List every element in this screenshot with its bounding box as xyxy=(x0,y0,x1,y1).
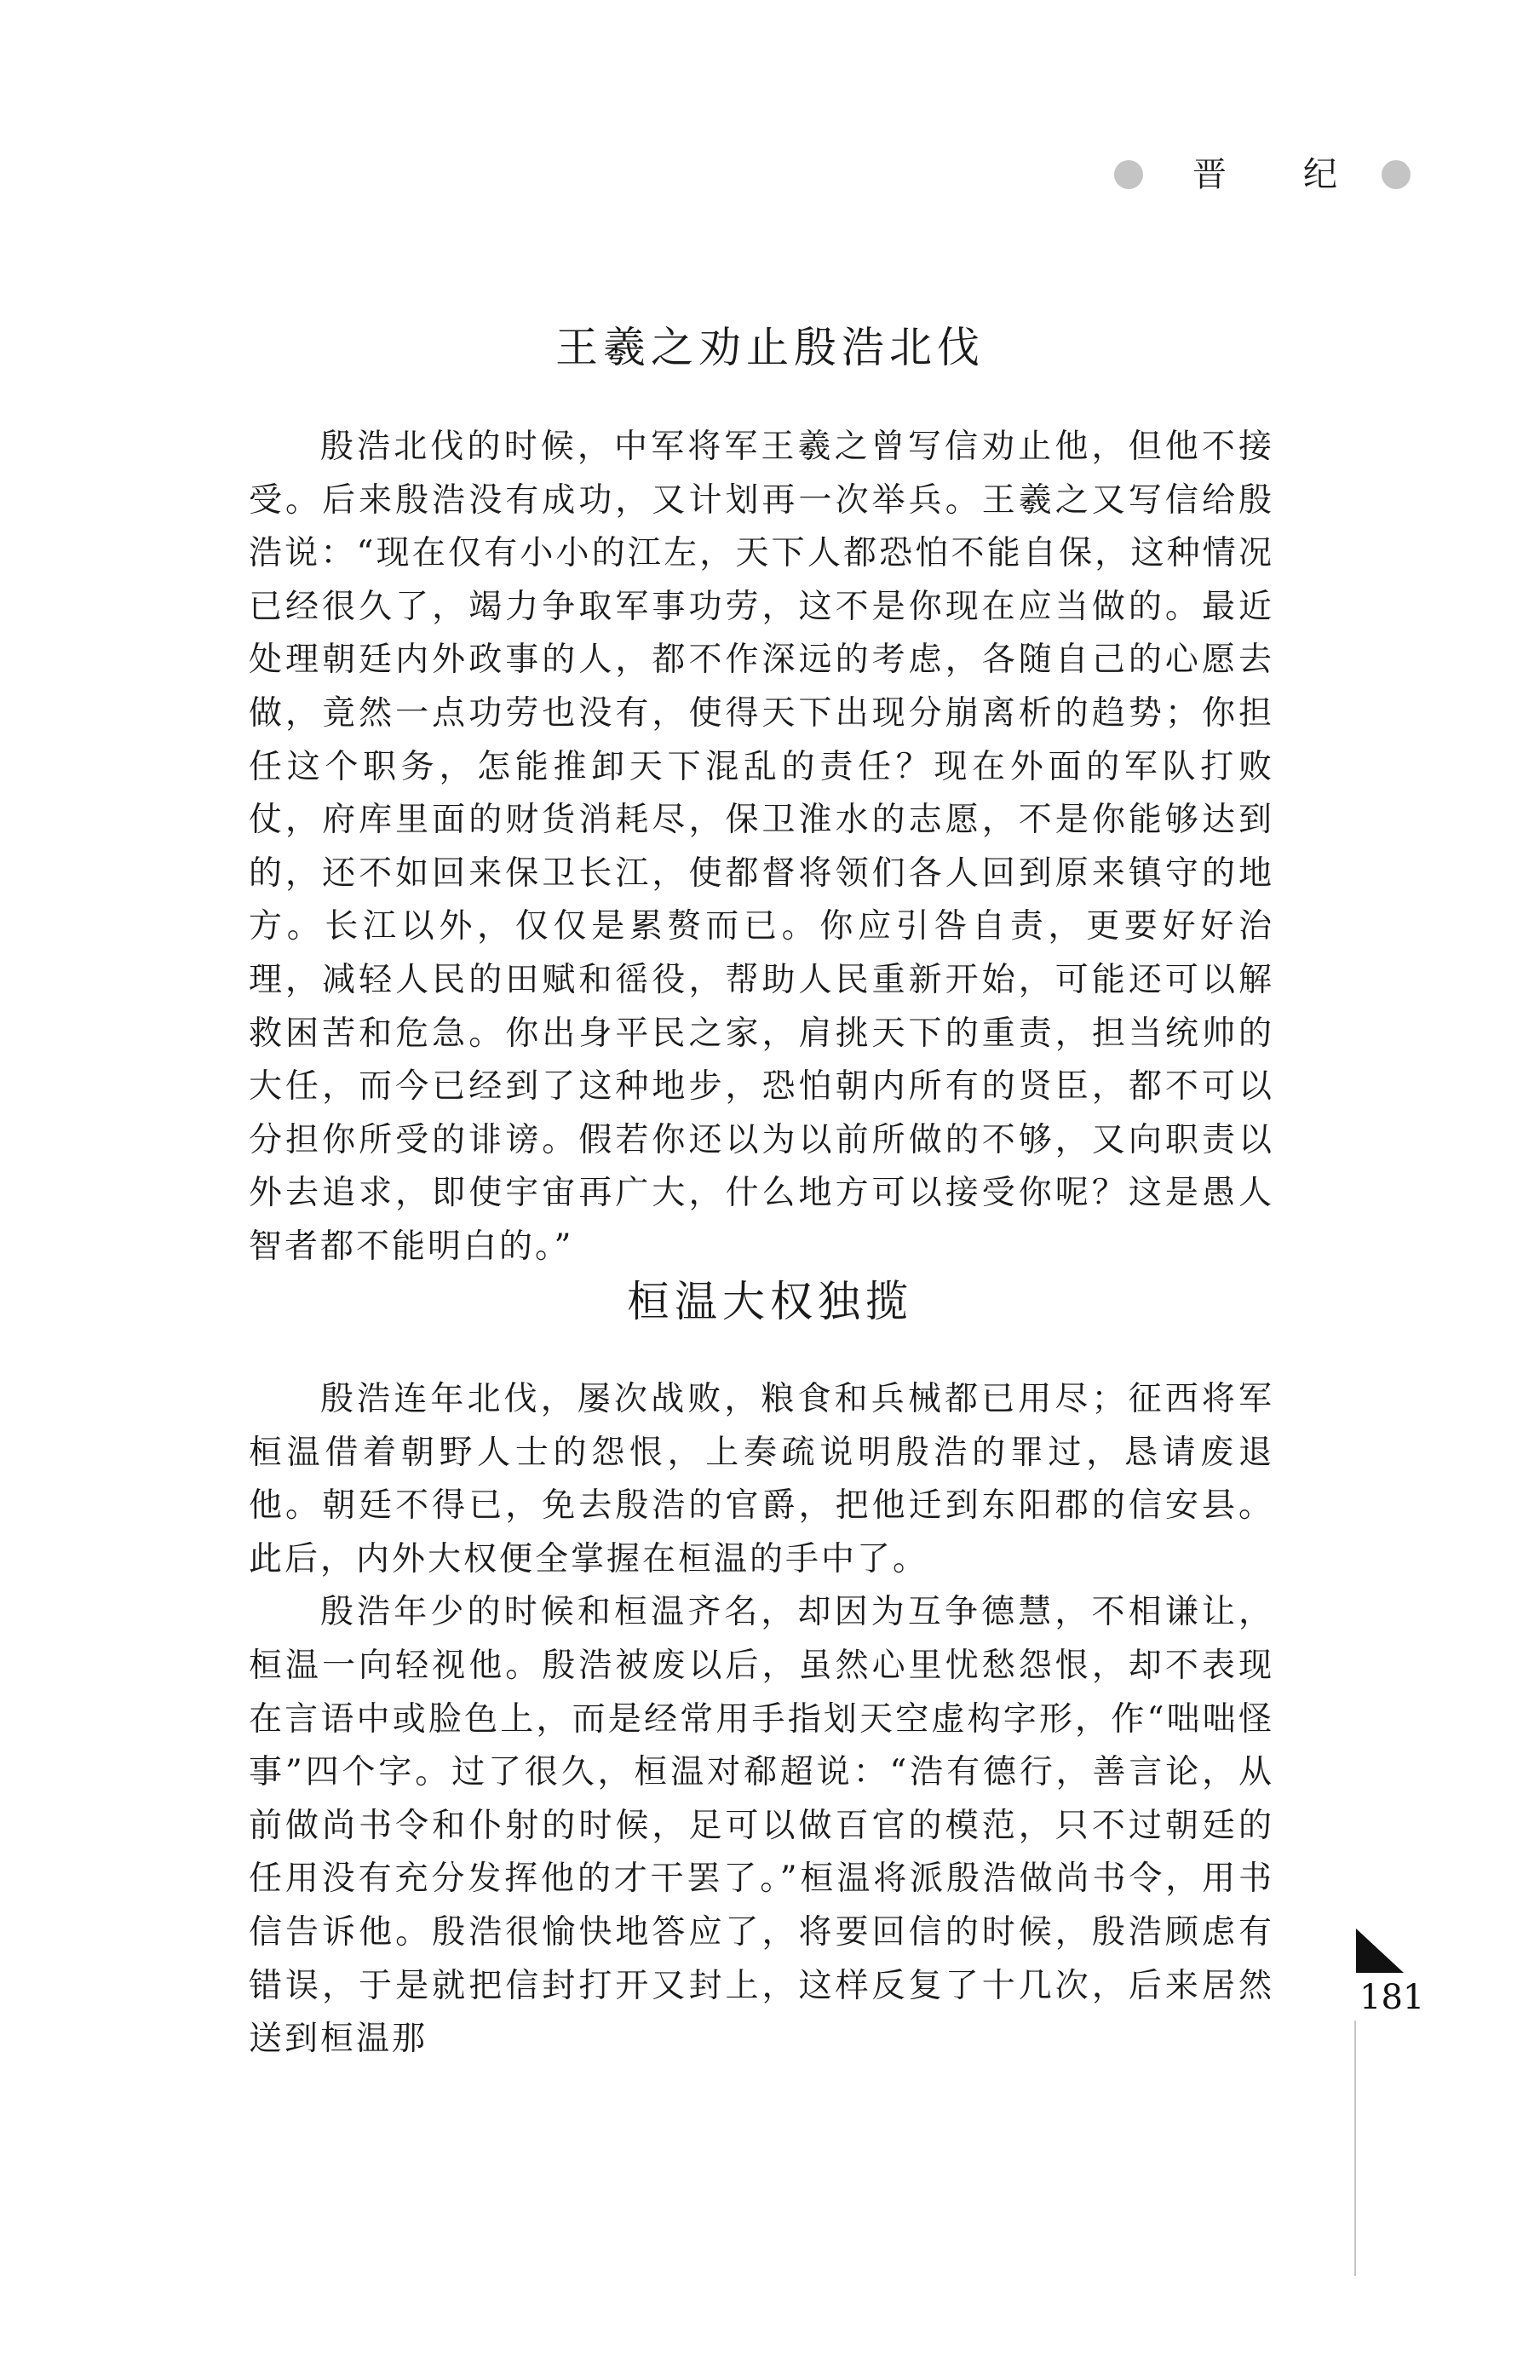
header-char-1: 晋 xyxy=(1192,155,1227,194)
section-body-wang-xizhi xyxy=(249,421,1274,1274)
margin-rule xyxy=(1354,2021,1356,2276)
paragraph: 殷浩连年北伐，屡次战败，粮食和兵械都已用尽；征西将军桓温借着朝野人士的怨恨，上奏疏说明殷浩的罪过，恳请废退他。朝廷不得已，免去殷浩的官爵，把他迁到东阳郡的信安县。此后，内外大权便全掌握在桓温的手中了。 xyxy=(249,1380,1274,1578)
paragraph: 殷浩北伐的时候，中军将军王羲之曾写信劝止他，但他不接受。后来殷浩没有成功，又计划再一次举兵。王羲之又写信给殷浩说：“现在仅有小小的江左，天下人都恐怕不能自保，这种情况已经很久了，竭力争取军事功劳，这不是你现在应当做的。最近处理朝廷内外政事的人，都不作深远的考虑，各随自己的心愿去做，竟然一点功劳也没有，使得天下出现分崩离析的趋势；你担任这个职务，怎能推卸天下混乱的责任？现在外面的军队打败仗，府库里面的财货消耗尽，保卫淮水的志愿，不是你能够达到的，还不如回来保卫长江，使都督将领们各人回到原来镇守的地方。长江以外，仅仅是累赘而已。你应引咎自责，更要好好治理，减轻人民的田赋和徭役，帮助人民重新开始，可能还可以解救困苦和危急。你出身平民之家，肩挑天下的重责，担当统帅的大任，而今已经到了这种地步，恐怕朝内所有的贤臣，都不可以分担你所受的诽谤。假若你还以为以前所做的不够，又向职责以外去追求，即使宇宙再广大，什么地方可以接受你呢？这是愚人智者都不能明白的。” xyxy=(249,428,1274,1266)
paragraph: 殷浩年少的时候和桓温齐名，却因为互争德慧，不相谦让，桓温一向轻视他。殷浩被废以后，虽然心里忧愁怨恨，却不表现在言语中或脸色上，而是经常用手指划天空虚构字形，作“咄咄怪事”四个字。过了很久，桓温对郗超说：“浩有德行，善言论，从前做尚书令和仆射的时候，足可以做百官的模范，只不过朝廷的任用没有充分发挥他的才干罢了。”桓温将派殷浩做尚书令，用书信告诉他。殷浩很愉快地答应了，将要回信的时候，殷浩顾虑有错误，于是就把信封打开又封上，这样反复了十几次，后来居然送到桓温那 xyxy=(249,1593,1274,2059)
section-title-huan-wen: 桓温大权独揽 xyxy=(627,1277,913,1326)
running-header xyxy=(1107,152,1422,198)
section-title-wang-xizhi: 王羲之劝止殷浩北伐 xyxy=(555,323,985,372)
header-right-dot xyxy=(1382,160,1411,189)
page-corner-triangle-icon xyxy=(1356,1929,1404,1973)
header-left-dot xyxy=(1114,160,1143,189)
section-body-huan-wen xyxy=(249,1373,1274,2067)
page-number: 181 xyxy=(1359,1978,1425,2017)
header-char-2: 纪 xyxy=(1303,155,1337,194)
